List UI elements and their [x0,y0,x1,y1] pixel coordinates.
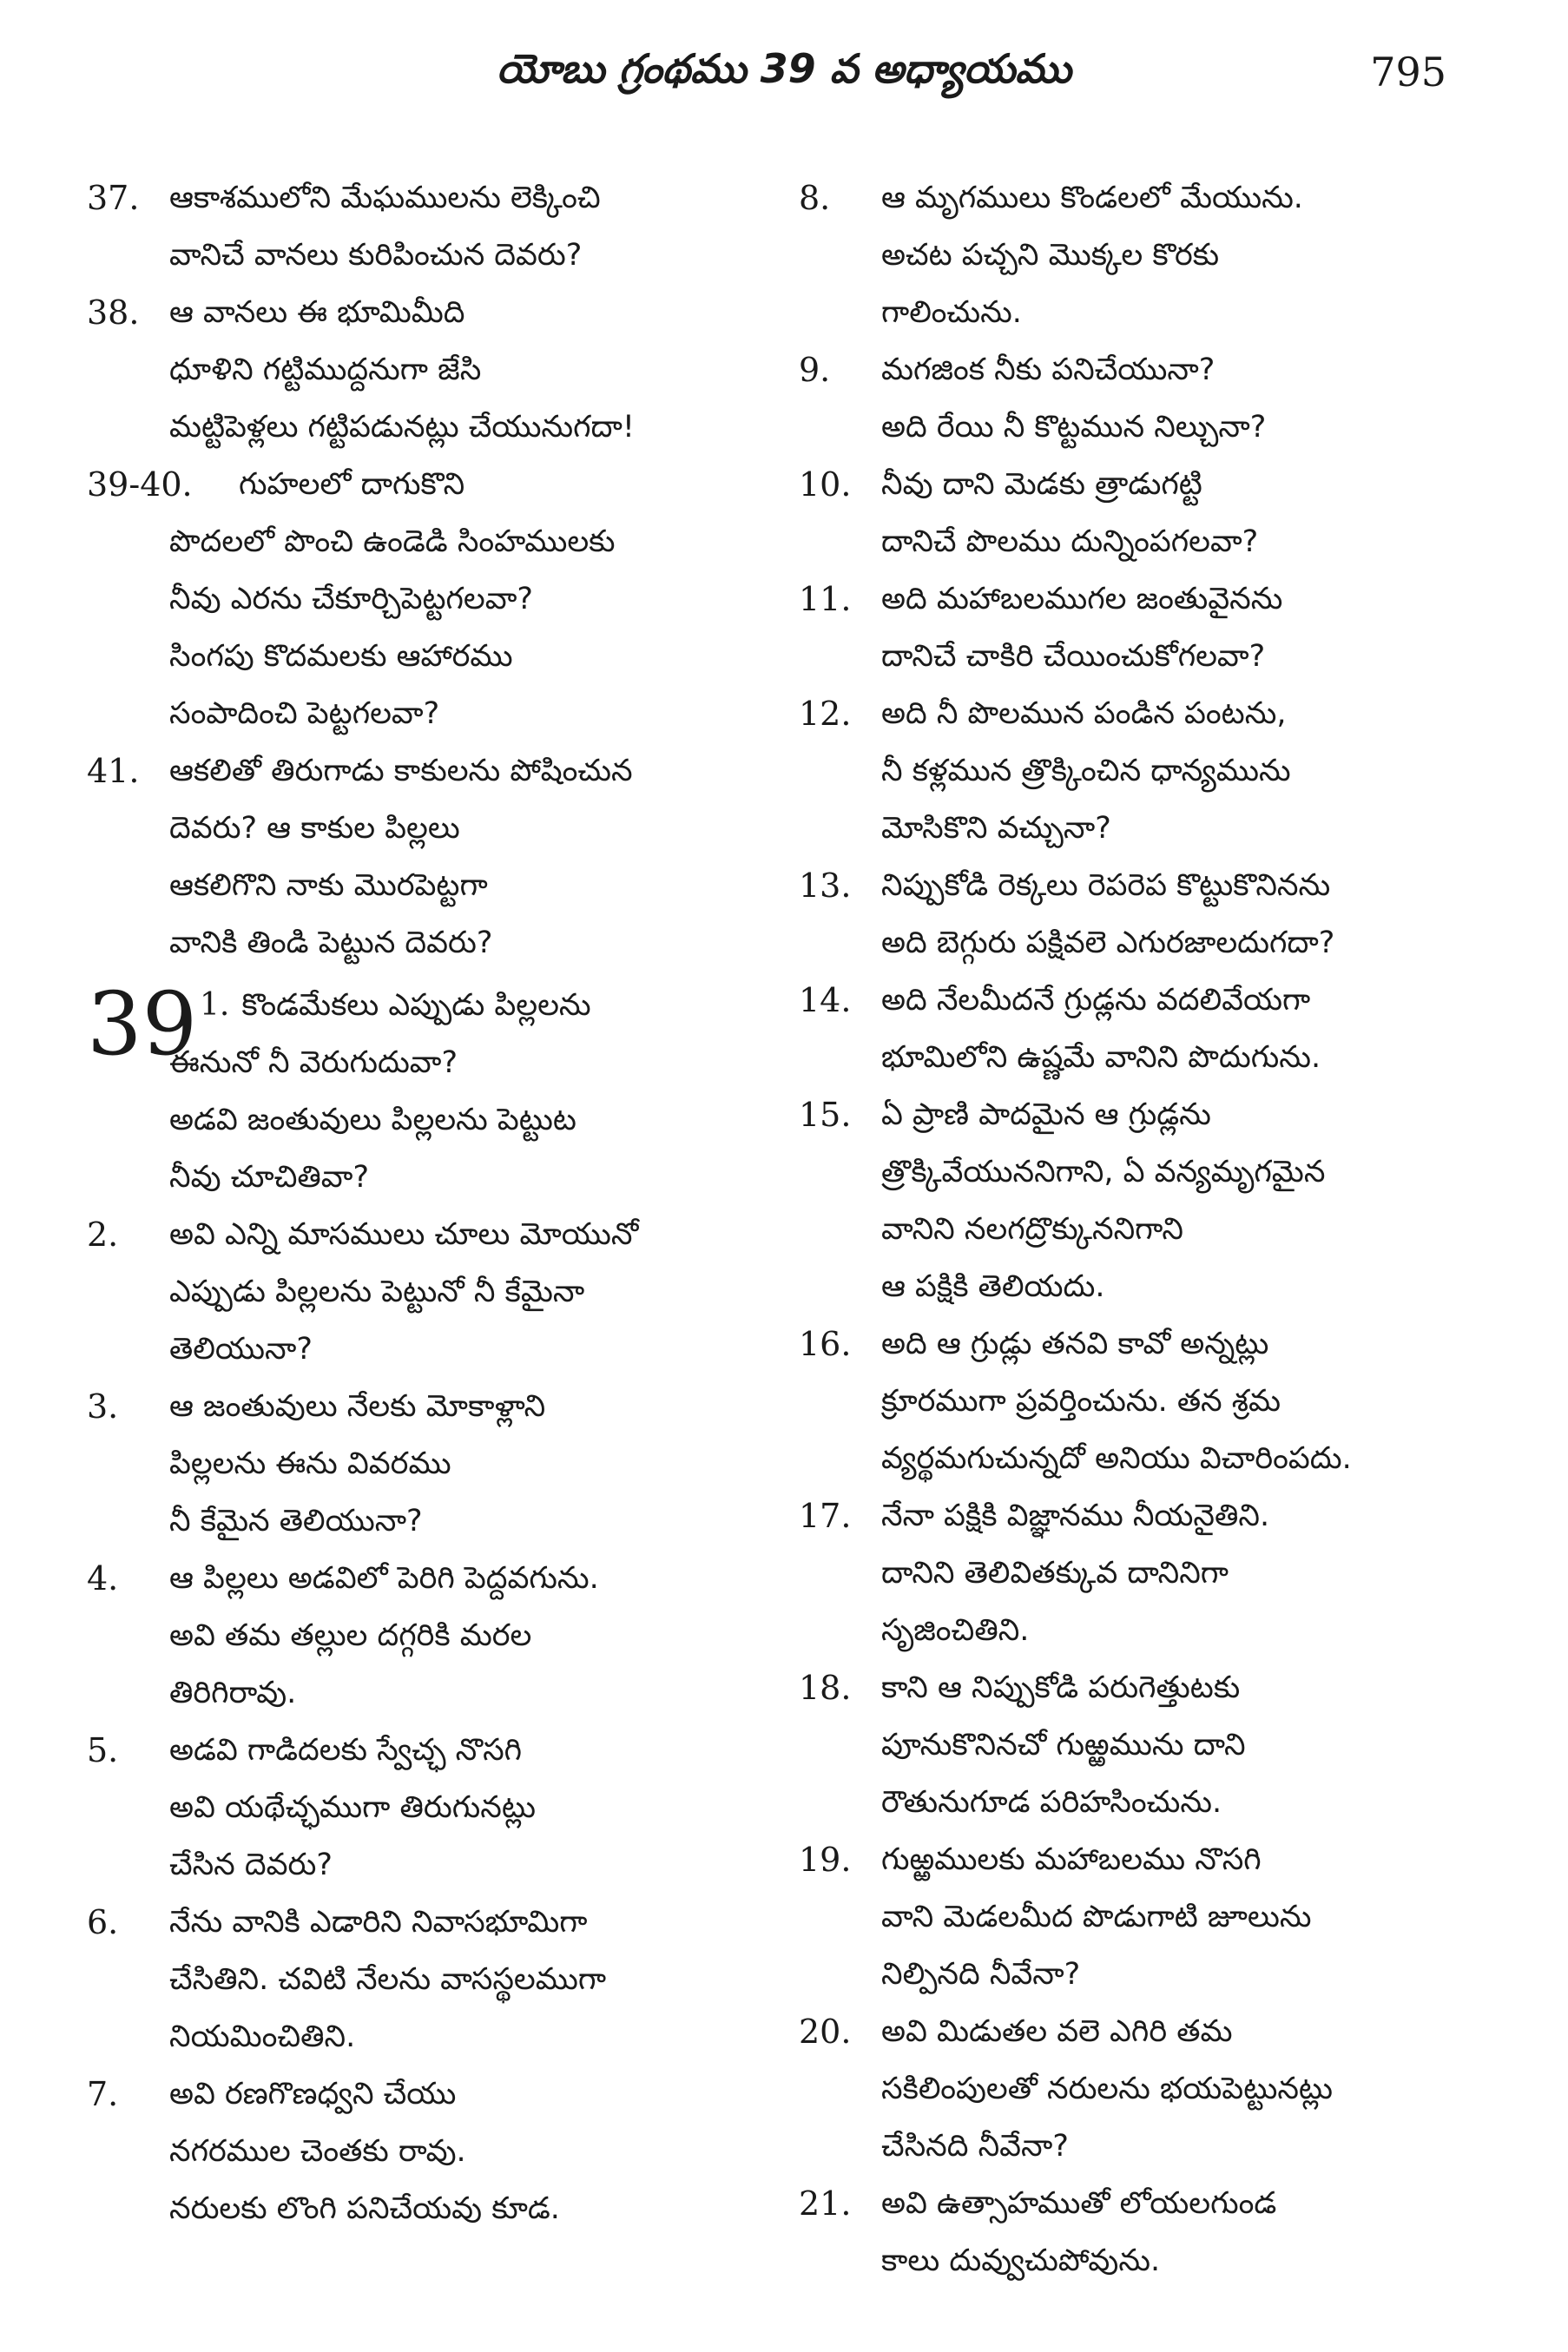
verse-line: మోసికొని వచ్చునా? [881,811,1111,846]
verse-line: సకిలింపులతో నరులను భయపెట్టునట్లు [881,2072,1334,2106]
verse-line: ఆ పక్షికి తెలియదు. [881,1269,1105,1304]
verse [87,742,773,972]
verse-line: అవి ఎన్ని మాసములు చూలు మోయునో [169,1217,639,1252]
verse-line: తిరిగిరావు. [169,1676,297,1710]
verse-line: చేసితిని. చవిటి నేలను వాసస్థలముగా [169,1962,607,1997]
verse [799,341,1467,456]
verse-number: 3. [87,1387,119,1426]
verse-line: అడవి జంతువులు పిల్లలను పెట్టుట [169,1103,576,1137]
verse [87,1378,773,1550]
verse-line: అది నీ పొలమున పండిన పంటను, [881,696,1287,731]
verse-line: అచట పచ్చని మొక్కల కొరకు [881,238,1220,273]
verse-line: ఈనునో నీ వెరుగుదువా? [169,1045,458,1080]
page-title: యోబు గ్రంథము 39 వ అధ్యాయము [497,45,1071,92]
verse-line: భూమిలోని ఉష్ణమే వానిని పొదుగును. [881,1040,1321,1075]
verse-line: నరులకు లొంగి పనిచేయవు కూడ. [169,2191,560,2226]
verse-number: 37. [87,179,140,217]
verse-line: సంపాదించి పెట్టగలవా? [169,696,440,731]
verse-line: తెలియునా? [169,1332,313,1367]
verse-number: 12. [799,695,852,733]
verse [87,169,773,284]
verse-line: అది బెగ్గురు పక్షివలె ఎగురజాలదుగదా? [881,926,1335,960]
verse-line: అది ఆ గ్రుడ్లు తనవి కావో అన్నట్లు [881,1327,1269,1361]
left-column [87,169,773,2237]
verse-number: 16. [799,1325,852,1363]
verse-line: గుఱ్ఱములకు మహాబలము నొసగి [881,1842,1262,1877]
verse [799,1659,1467,1831]
page-header [0,45,1568,106]
verse [87,1550,773,1722]
verse-line: నీ కేమైన తెలియునా? [169,1504,423,1538]
verse-line: నేను వానికి ఎడారిని నివాసభూమిగా [169,1905,588,1940]
page-number: 795 [1370,49,1446,96]
verse-list-after [87,1206,773,2237]
verse-line: అది మహాబలముగల జంతువైనను [881,582,1283,616]
verse-number: 14. [799,981,852,1019]
verse-line: అవి రణగొణధ్వని చేయు [169,2077,457,2112]
verse-line: గాలించును. [881,295,1022,330]
verse [799,2003,1467,2175]
verse-line: ఏ ప్రాణి పాదమైన ఆ గ్రుడ్లను [881,1097,1211,1132]
verse [799,857,1467,972]
verse-line: వానిని నలగద్రొక్కుననిగాని [881,1212,1183,1247]
right-column [799,169,1467,2289]
verse [799,685,1467,857]
verse-line: అడవి గాడిదలకు స్వేచ్ఛ నొసగి [169,1733,523,1768]
verse-line: ఆకాశములోని మేఘములను లెక్కించి [169,181,601,215]
verse-number: 13. [799,866,852,905]
verse [799,1086,1467,1315]
verse-line: రౌతునుగూడ పరిహసించును. [881,1785,1222,1820]
verse-line: దానిచే చాకిరి చేయించుకోగలవా? [881,639,1266,674]
verse-number: 5. [87,1731,119,1769]
verse-line: సృజించితిని. [881,1613,1030,1648]
verse-number: 1. [200,987,230,1023]
verse-line: అవి తమ తల్లుల దగ్గరికి మరల [169,1618,532,1653]
verse-line: నియమించితిని. [169,2019,356,2054]
verse-list [799,169,1467,2289]
verse-line: దెవరు? ఆ కాకుల పిల్లలు [169,811,460,846]
verse-number: 2. [87,1216,119,1254]
verse-number: 10. [799,465,852,504]
verse-number: 20. [799,2013,852,2051]
verse-line: ఆకలితో తిరుగాడు కాకులను పోషించున [169,754,633,788]
verse [799,570,1467,685]
verse-number: 6. [87,1903,119,1941]
verse [799,169,1467,341]
verse [799,2175,1467,2289]
verse-line: సింగపు కొదమలకు ఆహారము [169,639,513,674]
verse-line: వానిచే వానలు కురిపించున దెవరు? [169,238,583,273]
verse [87,1894,773,2065]
verse-line: దానిని తెలివితక్కువ దానినిగా [881,1556,1229,1591]
verse-number: 11. [799,580,852,618]
verse-line: ఆ మృగములు కొండలలో మేయును. [881,181,1303,215]
verse-line: కాని ఆ నిప్పుకోడి పరుగెత్తుటకు [881,1670,1241,1705]
verse-line: నీవు చూచితివా? [169,1160,370,1195]
verse-number: 15. [799,1096,852,1134]
chapter-block [87,973,773,1206]
verse-number: 4. [87,1559,119,1598]
verse-line: నీ కళ్లమున త్రొక్కించిన ధాన్యమును [881,754,1291,788]
verse-line: ఆ పిల్లలు అడవిలో పెరిగి పెద్దవగును. [169,1561,599,1596]
verse-line: కొండమేకలు ఎప్పుడు పిల్లలను [241,988,591,1023]
verse-number: 19. [799,1841,852,1879]
verse-list-before [87,169,773,972]
verse-line: నీవు ఎరను చేకూర్చిపెట్టగలవా? [169,582,533,616]
chapter-number: 39 [87,973,198,1075]
verse-line: చేసిన దెవరు? [169,1848,333,1882]
verse-line: ఆకలిగొని నాకు మొరపెట్టగా [169,868,488,903]
verse-line: నిల్పినది నీవేనా? [881,1957,1081,1992]
verse-number: 39-40. [87,465,193,504]
verse-line: వ్యర్థమగుచున్నదో అనియు విచారింపదు. [881,1441,1352,1476]
verse-line: మట్టిపెళ్లలు గట్టిపడునట్లు చేయునుగదా! [169,410,635,445]
verse-number: 41. [87,752,140,790]
verse-line: పూనుకొనినచో గుఱ్ఱమును దాని [881,1728,1246,1762]
verse-number: 18. [799,1669,852,1707]
verse-line: అవి మిడుతల వలె ఎగిరి తమ [881,2014,1233,2049]
verse-line: అవి యథేచ్ఛముగా తిరుగునట్లు [169,1790,536,1825]
verse-line: నగరముల చెంతకు రావు. [169,2134,466,2169]
verse [799,1831,1467,2003]
verse-line: అది నేలమీదనే గ్రుడ్లను వదలివేయగా [881,983,1311,1018]
verse-line: పొదలలో పొంచి ఉండెడి సింహములకు [169,524,616,559]
verse-line: నేనా పక్షికి విజ్ఞానము నీయనైతిని. [881,1499,1270,1533]
verse [87,456,773,742]
verse-number: 9. [799,351,831,389]
verse-line: అది రేయి నీ కొట్టమున నిల్చునా? [881,410,1267,445]
verse [87,284,773,456]
verse-line: ఎప్పుడు పిల్లలను పెట్టునో నీ కేమైనా [169,1275,585,1309]
verse [799,456,1467,570]
verse-line: అవి ఉత్సాహముతో లోయలగుండ [881,2186,1277,2221]
verse-line: కాలు దువ్వుచుపోవును. [881,2243,1161,2278]
verse-number: 8. [799,179,831,217]
verse-line: మగజింక నీకు పనిచేయునా? [881,352,1216,387]
verse [87,1722,773,1894]
verse-line: దానిచే పొలము దున్నింపగలవా? [881,524,1259,559]
verse-line: ఆ వానలు ఈ భూమిమీది [169,295,465,330]
verse-line: చేసినది నీవేనా? [881,2129,1069,2164]
verse-line: నీవు దాని మెడకు త్రాడుగట్టి [881,467,1202,502]
verse-line: పిల్లలను ఈను వివరము [169,1446,451,1481]
verse [799,1315,1467,1487]
verse-number: 7. [87,2075,119,2113]
verse [87,1206,773,1378]
verse-line: త్రొక్కివేయుననిగాని, ఏ వన్యమృగమైన [881,1155,1326,1189]
verse [87,2065,773,2237]
verse-line: వాని మెడలమీద పొడుగాటి జూలును [881,1900,1312,1934]
verse [799,1487,1467,1659]
verse-number: 17. [799,1497,852,1535]
verse-line: నిప్పుకోడి రెక్కలు రెపరెప కొట్టుకొనినను [881,868,1331,903]
verse-line: వానికి తిండి పెట్టున దెవరు? [169,926,493,960]
verse-number: 21. [799,2184,852,2223]
verse-number: 38. [87,293,140,332]
verse [799,972,1467,1086]
verse-line: ధూళిని గట్టిముద్దనుగా జేసి [169,352,482,387]
verse-line: ఆ జంతువులు నేలకు మోకాళ్లాని [169,1389,546,1424]
verse-line: క్రూరముగా ప్రవర్తించును. తన శ్రమ [881,1384,1281,1419]
verse-line: గుహలలో దాగుకొని [239,467,465,502]
